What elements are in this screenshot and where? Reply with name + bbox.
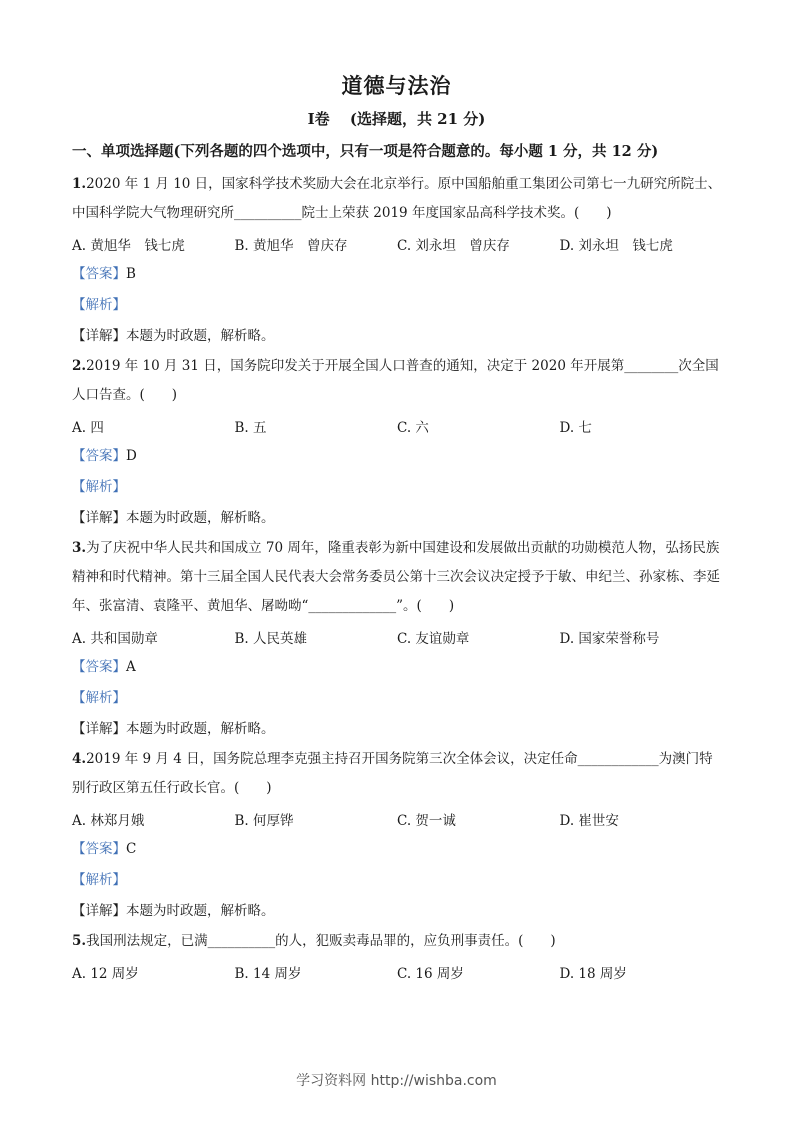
analysis-label: 【解析】 — [72, 872, 126, 888]
option-a[interactable]: A. 12 周岁 — [72, 965, 139, 982]
question-text — [72, 170, 722, 228]
analysis-label: 【解析】 — [72, 297, 126, 313]
question-text — [72, 352, 722, 410]
detail-text: 本题为时政题，解析略。 — [126, 328, 275, 344]
section-title: Ⅰ卷 (选择题，共 21 分) — [307, 110, 486, 128]
detail-label: 【详解】 — [72, 328, 126, 344]
question-body: 为了庆祝中华人民共和国成立 70 周年，隆重表彰为新中国建设和发展做出贡献的功勋模范人物，弘扬民族精神和时代精神。第十三届全国人民代表大会常务委员公第十三次会议决定授予于敏、申纪兰、孙家栋、李延年、张富清、袁隆平、黄旭华、屠呦呦“_____________”。( ) — [72, 540, 720, 614]
footer-watermark: 学习资料网 http://wishba.com — [296, 1073, 497, 1089]
answer-label: 【答案】 — [72, 448, 126, 464]
option-b[interactable]: B. 黄旭华 曾庆存 — [234, 237, 348, 254]
detail-line — [72, 714, 722, 745]
question-number: 4. — [72, 751, 87, 767]
analysis-line — [72, 290, 722, 321]
option-b[interactable]: B. 14 周岁 — [234, 965, 302, 982]
option-d[interactable]: D. 18 周岁 — [559, 965, 627, 982]
detail-label: 【详解】 — [72, 721, 126, 737]
question-body: 我国刑法规定，已满__________的人，犯贩卖毒品罪的，应负刑事责任。( ) — [86, 933, 556, 949]
answer-label: 【答案】 — [72, 659, 126, 675]
answer-value: D — [126, 448, 137, 464]
detail-line — [72, 896, 722, 927]
answer-value: C — [126, 841, 137, 857]
detail-text: 本题为时政题，解析略。 — [126, 721, 275, 737]
option-b[interactable]: B. 五 — [234, 419, 267, 436]
option-c[interactable]: C. 六 — [397, 419, 429, 436]
option-d[interactable]: D. 国家荣誉称号 — [559, 630, 660, 647]
analysis-label: 【解析】 — [72, 479, 126, 495]
analysis-line — [72, 472, 722, 503]
question-body: 2019 年 10 月 31 日，国务院印发关于开展全国人口普查的通知，决定于 2020 年开展第________次全国人口告查。( ) — [72, 358, 719, 403]
option-row — [72, 803, 722, 834]
answer-line — [72, 441, 722, 472]
question-number: 5. — [72, 933, 87, 949]
question-text — [72, 745, 722, 803]
option-row — [72, 228, 722, 259]
option-row — [72, 956, 722, 987]
question-text — [72, 534, 722, 621]
option-d[interactable]: D. 七 — [559, 419, 592, 436]
option-row — [72, 410, 722, 441]
option-b[interactable]: B. 何厚铧 — [234, 812, 294, 829]
option-c[interactable]: C. 友谊勋章 — [397, 630, 470, 647]
question-5 — [72, 927, 722, 987]
question-number: 2. — [72, 358, 87, 374]
answer-value: B — [126, 266, 136, 282]
analysis-label: 【解析】 — [72, 690, 126, 706]
option-b[interactable]: B. 人民英雄 — [234, 630, 308, 647]
question-number: 1. — [72, 176, 87, 192]
question-body: 2019 年 9 月 4 日，国务院总理李克强主持召开国务院第三次全体会议，决定任命____________为澳门特别行政区第五任行政长官。( ) — [72, 751, 713, 796]
option-c[interactable]: C. 16 周岁 — [397, 965, 464, 982]
detail-line — [72, 321, 722, 352]
detail-text: 本题为时政题，解析略。 — [126, 510, 275, 526]
detail-label: 【详解】 — [72, 903, 126, 919]
question-list — [72, 170, 722, 987]
option-row — [72, 621, 722, 652]
option-d[interactable]: D. 刘永坦 钱七虎 — [559, 237, 673, 254]
answer-label: 【答案】 — [72, 266, 126, 282]
detail-line — [72, 503, 722, 534]
question-1 — [72, 170, 722, 352]
analysis-line — [72, 683, 722, 714]
question-2 — [72, 352, 722, 534]
part-header: 一、单项选择题(下列各题的四个选项中，只有一项是符合题意的。每小题 1 分，共 12 分) — [72, 143, 659, 160]
option-d[interactable]: D. 崔世安 — [559, 812, 619, 829]
option-c[interactable]: C. 贺一诚 — [397, 812, 456, 829]
question-4 — [72, 745, 722, 927]
option-a[interactable]: A. 林郑月娥 — [72, 812, 145, 829]
question-body: 2020 年 1 月 10 日，国家科学技术奖励大会在北京举行。原中国船舶重工集团公司第七一九研究所院士、中国科学院大气物理研究所__________院士上荣获 2019 年度国家品高科学技术奖。( ) — [72, 176, 722, 221]
analysis-line — [72, 865, 722, 896]
answer-line — [72, 652, 722, 683]
detail-label: 【详解】 — [72, 510, 126, 526]
answer-value: A — [126, 659, 136, 675]
detail-text: 本题为时政题，解析略。 — [126, 903, 275, 919]
option-c[interactable]: C. 刘永坦 曾庆存 — [397, 237, 510, 254]
option-a[interactable]: A. 黄旭华 钱七虎 — [72, 237, 185, 254]
page-title: 道德与法治 — [341, 73, 452, 98]
answer-line — [72, 834, 722, 865]
answer-label: 【答案】 — [72, 841, 126, 857]
option-a[interactable]: A. 共和国勋章 — [72, 630, 158, 647]
option-a[interactable]: A. 四 — [72, 419, 104, 436]
question-3 — [72, 534, 722, 745]
question-text — [72, 927, 722, 956]
question-number: 3. — [72, 540, 87, 556]
answer-line — [72, 259, 722, 290]
